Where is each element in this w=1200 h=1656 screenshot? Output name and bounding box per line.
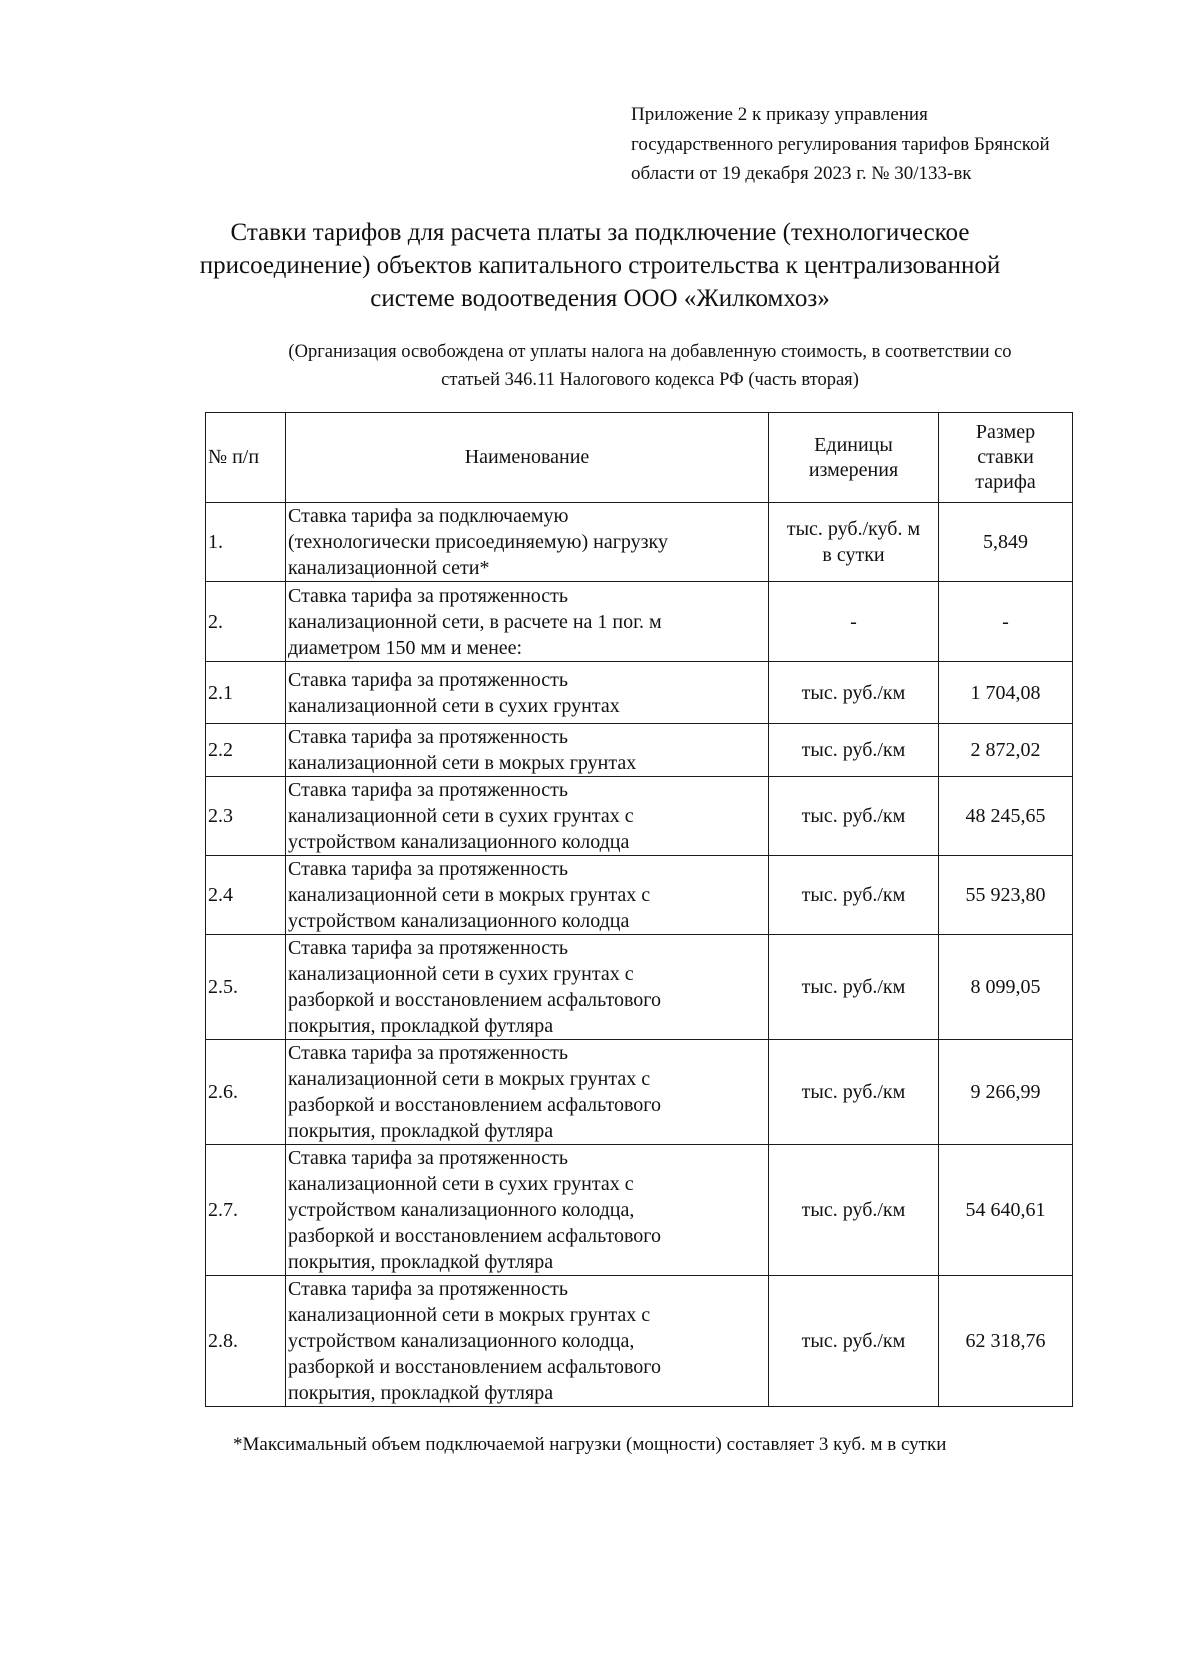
row-name-line: покрытия, прокладкой футляра	[288, 1382, 554, 1404]
row-unit-line: тыс. руб./км	[801, 681, 906, 704]
row-rate: 48 245,65	[939, 777, 1073, 856]
row-name-line: канализационной сети в сухих грунтах с	[288, 1173, 634, 1195]
row-unit	[769, 935, 939, 1040]
document-title	[150, 216, 1050, 315]
row-rate: 8 099,05	[939, 935, 1073, 1040]
column-header-number: № п/п	[206, 413, 286, 503]
row-name	[286, 662, 769, 724]
table-row	[206, 1040, 1073, 1145]
row-unit-line: тыс. руб./км	[801, 805, 906, 827]
row-name	[286, 1276, 769, 1407]
row-number: 2.2	[206, 724, 286, 777]
title-line: Ставки тарифов для расчета платы за подключение (технологическое	[230, 219, 970, 246]
row-name-line: Ставка тарифа за протяженность	[288, 668, 569, 691]
table-row	[206, 503, 1073, 582]
row-number: 2.4	[206, 856, 286, 935]
row-name-line: Ставка тарифа за протяженность	[288, 937, 569, 959]
table-row	[206, 724, 1073, 777]
row-unit	[769, 856, 939, 935]
row-name-line: разборкой и восстановлением асфальтового	[288, 1094, 661, 1116]
row-name-line: канализационной сети в мокрых грунтах с	[288, 884, 651, 906]
row-name-line: покрытия, прокладкой футляра	[288, 1251, 554, 1273]
row-unit-line: тыс. руб./км	[801, 884, 906, 906]
row-name-line: устройством канализационного колодца	[288, 831, 630, 853]
row-name	[286, 856, 769, 935]
row-name	[286, 935, 769, 1040]
header-unit-line: Единицы	[814, 433, 893, 456]
header-rate-line: ставки	[977, 446, 1034, 468]
row-unit	[769, 503, 939, 582]
row-unit-line: тыс. руб./км	[801, 1330, 906, 1352]
row-name-line: канализационной сети в мокрых грунтах с	[288, 1304, 651, 1326]
row-name	[286, 724, 769, 777]
row-rate: 1 704,08	[939, 662, 1073, 724]
row-unit	[769, 724, 939, 777]
row-rate: 2 872,02	[939, 724, 1073, 777]
row-name-line: Ставка тарифа за протяженность	[288, 1147, 569, 1169]
header-unit-line: измерения	[808, 458, 899, 481]
tariff-table-body	[206, 503, 1073, 1407]
row-name-line: канализационной сети*	[288, 557, 490, 579]
appendix-reference	[631, 100, 1151, 189]
row-name-line: канализационной сети в сухих грунтах с	[288, 963, 634, 985]
row-name-line: Ставка тарифа за протяженность	[288, 1042, 569, 1064]
row-number: 1.	[206, 503, 286, 582]
column-header-name: Наименование	[286, 413, 769, 503]
row-name-line: покрытия, прокладкой футляра	[288, 1015, 554, 1037]
row-unit-line: тыс. руб./куб. м	[786, 518, 921, 540]
row-name-line: разборкой и восстановлением асфальтового	[288, 989, 661, 1011]
row-name-line: устройством канализационного колодца,	[288, 1330, 635, 1352]
row-unit	[769, 662, 939, 724]
row-name-line: диаметром 150 мм и менее:	[288, 636, 523, 659]
appendix-line: области от 19 декабря 2023 г. № 30/133-вк	[631, 163, 972, 184]
row-name-line: канализационной сети в мокрых грунтах	[288, 752, 637, 774]
row-name-line: канализационной сети в сухих грунтах с	[288, 805, 634, 827]
row-unit	[769, 1145, 939, 1276]
header-rate-line: тарифа	[975, 471, 1036, 493]
row-number: 2.8.	[206, 1276, 286, 1407]
row-unit-line: тыс. руб./км	[801, 1199, 906, 1221]
tax-note-line: статьей 346.11 Налогового кодекса РФ (часть вторая)	[441, 370, 859, 390]
table-row	[206, 935, 1073, 1040]
row-name-line: устройством канализационного колодца,	[288, 1199, 635, 1221]
table-row	[206, 582, 1073, 662]
row-rate: 54 640,61	[939, 1145, 1073, 1276]
row-unit-line: тыс. руб./км	[801, 976, 906, 998]
row-unit-line: в сутки	[822, 544, 885, 566]
row-unit-line: -	[850, 610, 857, 633]
row-name-line: разборкой и восстановлением асфальтового	[288, 1225, 661, 1247]
tariff-table	[205, 412, 1073, 1407]
row-unit-line: тыс. руб./км	[801, 739, 906, 761]
row-name-line: канализационной сети, в расчете на 1 пог. м	[288, 610, 662, 633]
row-name-line: канализационной сети в мокрых грунтах с	[288, 1068, 651, 1090]
row-name	[286, 1040, 769, 1145]
row-number: 2.3	[206, 777, 286, 856]
table-row	[206, 1145, 1073, 1276]
title-line: присоединение) объектов капитального строительства к централизованной	[199, 252, 1001, 279]
footnote: *Максимальный объем подключаемой нагрузки (мощности) составляет 3 куб. м в сутки	[233, 1434, 947, 1455]
row-rate: 9 266,99	[939, 1040, 1073, 1145]
row-name-line: (технологически присоединяемую) нагрузку	[288, 531, 668, 553]
row-number: 2.	[206, 582, 286, 662]
row-name-line: канализационной сети в сухих грунтах	[288, 694, 620, 717]
column-header-rate	[939, 413, 1073, 503]
row-number: 2.7.	[206, 1145, 286, 1276]
table-row	[206, 856, 1073, 935]
table-row	[206, 1276, 1073, 1407]
row-unit	[769, 1040, 939, 1145]
row-name-line: Ставка тарифа за протяженность	[288, 584, 569, 607]
row-unit	[769, 582, 939, 662]
table-row	[206, 662, 1073, 724]
row-unit	[769, 777, 939, 856]
row-number: 2.5.	[206, 935, 286, 1040]
header-rate-line: Размер	[975, 421, 1036, 443]
row-number: 2.1	[206, 662, 286, 724]
row-rate: 62 318,76	[939, 1276, 1073, 1407]
table-header-row	[206, 413, 1073, 503]
row-unit	[769, 1276, 939, 1407]
row-number: 2.6.	[206, 1040, 286, 1145]
title-line: системе водоотведения ООО «Жилкомхоз»	[370, 285, 830, 312]
row-name	[286, 503, 769, 582]
row-rate: -	[939, 582, 1073, 662]
row-rate: 55 923,80	[939, 856, 1073, 935]
tax-exemption-note	[220, 338, 1080, 394]
row-name-line: Ставка тарифа за протяженность	[288, 779, 569, 801]
tax-note-line: (Организация освобождена от уплаты налога на добавленную стоимость, в соответствии со	[288, 342, 1012, 362]
row-name-line: Ставка тарифа за протяженность	[288, 858, 569, 880]
row-name-line: покрытия, прокладкой футляра	[288, 1120, 554, 1142]
row-name-line: разборкой и восстановлением асфальтового	[288, 1356, 661, 1378]
row-name-line: Ставка тарифа за протяженность	[288, 1278, 569, 1300]
row-unit-line: тыс. руб./км	[801, 1081, 906, 1103]
row-name-line: устройством канализационного колодца	[288, 910, 630, 932]
table-row	[206, 777, 1073, 856]
row-name	[286, 1145, 769, 1276]
row-name	[286, 777, 769, 856]
row-name-line: Ставка тарифа за подключаемую	[288, 505, 569, 527]
row-rate: 5,849	[939, 503, 1073, 582]
row-name	[286, 582, 769, 662]
appendix-line: Приложение 2 к приказу управления	[631, 104, 928, 125]
appendix-line: государственного регулирования тарифов Брянской	[631, 133, 1050, 155]
column-header-unit	[769, 413, 939, 503]
row-name-line: Ставка тарифа за протяженность	[288, 726, 569, 748]
